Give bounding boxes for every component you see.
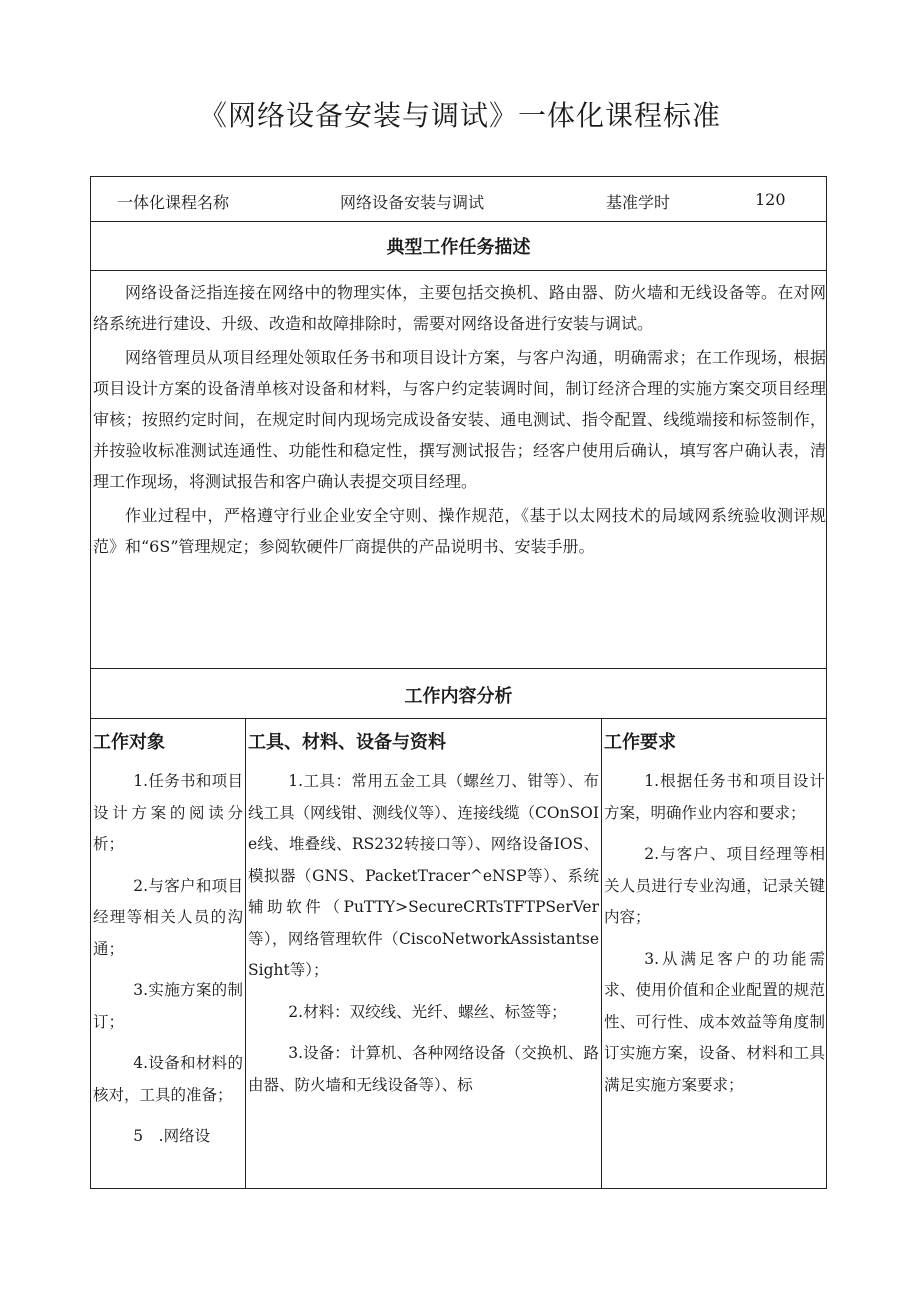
work-objects-column: [93, 720, 243, 1163]
work-object-item: 1.任务书和项目设计方案的阅读分析；: [93, 772, 243, 853]
work-object-item: 3.实施方案的制订；: [93, 981, 243, 1031]
tools-item: 3.设备：计算机、各种网络设备（交换机、路由器、防火墙和无线设备等）、标: [248, 1044, 599, 1094]
tools-materials-header: 工具、材料、设备与资料: [248, 732, 446, 753]
tools-materials-column: [248, 720, 599, 1111]
column-divider: [245, 718, 246, 1189]
task-description-body: [93, 277, 826, 562]
requirements-column: [604, 720, 825, 1111]
row-divider: [91, 668, 826, 669]
task-paragraph: 网络设备泛指连接在网络中的物理实体，主要包括交换机、路由器、防火墙和无线设备等。在对网络系统进行建设、升级、改造和故障排除时，需要对网络设备进行安装与调试。: [93, 283, 826, 333]
work-analysis-heading: 工作内容分析: [404, 686, 513, 707]
requirement-item: 3.从满足客户的功能需求、使用价值和企业配置的规范性、可行性、成本效益等角度制订实施方案，设备、材料和工具满足实施方案要求；: [604, 949, 825, 1094]
document-title: 《网络设备安装与调试》一体化课程标准: [198, 99, 721, 132]
course-name-value: 网络设备安装与调试: [340, 193, 485, 212]
work-object-item: 4.设备和材料的核对，工具的准备；: [93, 1054, 243, 1104]
work-objects-header: 工作对象: [93, 732, 165, 753]
work-object-item: 5 .网络设: [133, 1127, 211, 1145]
row-divider: [91, 270, 826, 271]
task-paragraph: 网络管理员从项目经理处领取任务书和项目设计方案，与客户沟通，明确需求；在工作现场，根据项目设计方案的设备清单核对设备和材料，与客户约定装调时间，制订经济合理的实施方案交项目经理审核；按照约定时间，在规定时间内现场完成设备安装、通电测试、指令配置、线缆端接和标签制作，并按验收标准测试连通性、功能性和稳定性，撰写测试报告；经客户使用后确认，填写客户确认表，清理工作现场，将测试报告和客户确认表提交项目经理。: [93, 348, 826, 491]
course-standard-table: [90, 176, 827, 1189]
work-object-item: 2.与客户和项目经理等相关人员的沟通；: [93, 876, 243, 958]
row-divider: [91, 718, 826, 719]
row-divider: [91, 221, 826, 222]
requirements-header: 工作要求: [604, 732, 676, 753]
course-name-label: 一体化课程名称: [117, 193, 230, 212]
requirement-item: 2.与客户、项目经理等相关人员进行专业沟通，记录关键内容；: [604, 845, 825, 926]
tools-item: 1.工具：常用五金工具（螺丝刀、钳等）、布线工具（网线钳、测线仪等）、连接线缆（COnSOIe线、堆叠线、RS232转接口等）、网络设备IOS、模拟器（GNS、PacketTracer^eNSP等）、系统辅助软件（PuTTY>SecureCRTsTFTPSerVer等），网络管理软件（CiscoNetworkAssistantseSight等）；: [248, 772, 599, 979]
requirement-item: 1.根据任务书和项目设计方案，明确作业内容和要求；: [604, 772, 825, 822]
column-divider: [601, 718, 602, 1189]
hours-value: 120: [755, 190, 786, 209]
hours-label: 基准学时: [606, 193, 671, 212]
tools-item: 2.材料：双绞线、光纤、螺丝、标签等；: [288, 1002, 567, 1021]
task-paragraph: 作业过程中，严格遵守行业企业安全守则、操作规范，《基于以太网技术的局域网系统验收测评规范》和“6S”管理规定；参阅软硬件厂商提供的产品说明书、安装手册。: [93, 506, 826, 556]
task-description-heading: 典型工作任务描述: [386, 237, 531, 258]
